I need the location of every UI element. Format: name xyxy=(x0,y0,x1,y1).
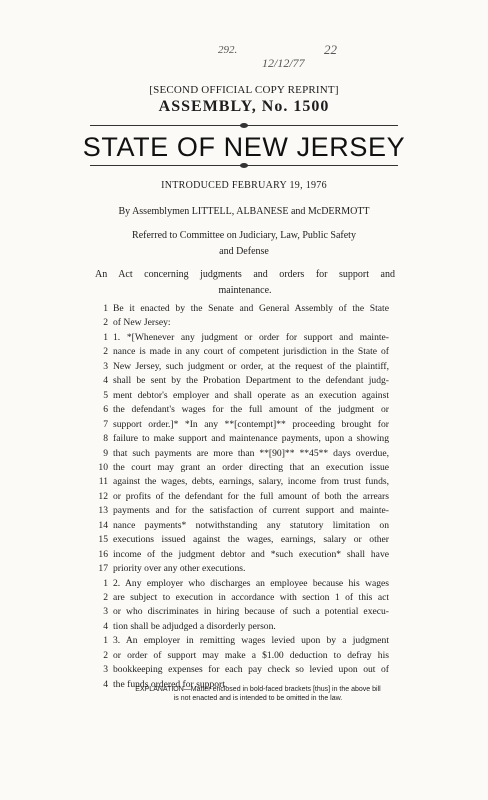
bill-line xyxy=(0,448,488,463)
bill-line xyxy=(0,491,488,506)
bill-line xyxy=(0,563,488,578)
bill-line xyxy=(0,317,488,332)
line-text: or order of support may make a $1.00 deduction to defray his xyxy=(113,649,389,661)
line-number: 3 xyxy=(103,360,108,372)
referral-line: Referred to Committee on Judiciary, Law, Public Safety xyxy=(132,230,356,241)
act-title-line: maintenance. xyxy=(218,285,272,296)
line-number: 4 xyxy=(103,375,108,387)
line-text: shall be sent by the Probation Department to the defendant judg- xyxy=(113,375,389,387)
line-text: or profits of the defendant for the full amount of both the arrears xyxy=(113,490,389,502)
bill-line xyxy=(0,578,488,593)
bill-line xyxy=(0,549,488,564)
line-text: the funds ordered for support. xyxy=(113,678,228,690)
act-title xyxy=(95,267,395,299)
line-number: 11 xyxy=(98,476,108,488)
line-text: income of the judgment debtor and *such execution* shall have xyxy=(113,548,389,560)
bill-line xyxy=(0,332,488,347)
line-number: 2 xyxy=(103,346,108,358)
line-number: 1 xyxy=(103,331,108,343)
line-text: or who discriminates in hiring because of such a potential execu- xyxy=(113,606,389,618)
line-text: 2. Any employer who discharges an employee because his wages xyxy=(113,577,389,589)
line-number: 1 xyxy=(103,577,108,589)
bill-line xyxy=(0,419,488,434)
bill-line xyxy=(0,664,488,679)
line-number: 12 xyxy=(98,490,108,502)
line-text: priority over any other executions. xyxy=(113,563,246,575)
line-number: 14 xyxy=(98,519,108,531)
bill-line xyxy=(0,462,488,477)
line-text: ment debtor's employer and shall operate as an execution against xyxy=(113,389,389,401)
reprint-label: [SECOND OFFICIAL COPY REPRINT] xyxy=(149,84,339,96)
bill-line xyxy=(0,346,488,361)
explanation-line: EXPLANATION—Matter enclosed in bold-faced brackets [thus] in the above bill xyxy=(135,686,381,693)
bill-line xyxy=(0,592,488,607)
line-number: 1 xyxy=(103,303,108,314)
line-number: 9 xyxy=(103,447,108,459)
line-text: nance payments* notwithstanding any statutory limitation on xyxy=(113,519,389,531)
divider-rule xyxy=(90,125,398,126)
line-text: nance is made in any court of competent jurisdiction in the State of xyxy=(113,346,389,358)
line-number: 4 xyxy=(103,620,108,632)
line-number: 10 xyxy=(98,461,108,473)
bill-line xyxy=(0,303,488,318)
bill-line xyxy=(0,534,488,549)
explanation-note xyxy=(112,685,404,703)
handwritten-page-number: 292. xyxy=(218,44,238,56)
line-text: support order.]* *In any **[contempt]** proceeding brought for xyxy=(113,418,389,430)
bill-line xyxy=(0,520,488,535)
line-text: payments and for the satisfaction of current support and mainte- xyxy=(113,505,389,517)
bill-line xyxy=(0,361,488,376)
bill-number: ASSEMBLY, No. 1500 xyxy=(158,98,330,115)
line-number: 1 xyxy=(103,635,108,647)
bill-line xyxy=(0,650,488,665)
referral xyxy=(0,228,488,260)
line-text: that such payments are more than **[90]** **45** days overdue, xyxy=(113,447,389,459)
line-number: 15 xyxy=(98,534,108,546)
line-number: 8 xyxy=(103,433,108,445)
handwritten-mark: 22 xyxy=(324,42,337,57)
bill-line xyxy=(0,433,488,448)
line-number: 6 xyxy=(103,404,108,416)
line-number: 17 xyxy=(98,563,108,575)
line-text: failure to make support and maintenance payments, upon a showing xyxy=(113,433,389,445)
line-number: 2 xyxy=(103,317,108,329)
bill-line xyxy=(0,476,488,491)
state-title: STATE OF NEW JERSEY xyxy=(82,132,406,162)
referral-line: and Defense xyxy=(219,246,269,257)
line-text: executions issued against the wages, earnings, salary or other xyxy=(113,534,389,546)
line-text: the defendant's wages for the full amount of the judgment or xyxy=(113,404,389,416)
line-text: bookkeeping expenses for each pay check so levied upon out of xyxy=(113,664,389,676)
sponsors: By Assemblymen LITTELL, ALBANESE and McDERMOTT xyxy=(118,206,370,217)
bill-line xyxy=(0,621,488,636)
line-text: against the wages, debts, earnings, salary, income from trust funds, xyxy=(113,476,389,488)
line-number: 13 xyxy=(98,505,108,517)
divider-rule xyxy=(90,165,398,166)
line-number: 4 xyxy=(103,678,108,690)
bill-line xyxy=(0,505,488,520)
line-number: 3 xyxy=(103,606,108,618)
bill-line xyxy=(0,375,488,390)
line-text: Be it enacted by the Senate and General Assembly of the State xyxy=(113,303,389,314)
line-number: 2 xyxy=(103,649,108,661)
line-number: 7 xyxy=(103,418,108,430)
handwritten-date: 12/12/77 xyxy=(262,56,305,70)
line-text: the court may grant an order directing that an execution issue xyxy=(113,461,389,473)
introduced-date: INTRODUCED FEBRUARY 19, 1976 xyxy=(161,180,327,191)
line-text: New Jersey, such judgment or order, at the request of the plaintiff, xyxy=(113,360,389,372)
line-number: 5 xyxy=(103,389,108,401)
bill-line xyxy=(0,635,488,650)
line-number: 16 xyxy=(98,548,108,560)
explanation-line: is not enacted and is intended to be omitted in the law. xyxy=(173,695,343,702)
act-title-line: An Act concerning judgments and orders for support and xyxy=(95,269,395,280)
line-text: 3. An employer in remitting wages levied upon by a judgment xyxy=(113,635,389,647)
line-text: are subject to execution in accordance with section 1 of this act xyxy=(113,592,389,603)
line-number: 3 xyxy=(103,664,108,676)
bill-line xyxy=(0,390,488,405)
line-text: of New Jersey: xyxy=(113,317,171,329)
bill-line xyxy=(0,404,488,419)
line-text: tion shall be adjudged a disorderly person. xyxy=(113,620,276,632)
bill-line xyxy=(0,606,488,621)
line-number: 2 xyxy=(103,592,108,603)
line-text: 1. *[Whenever any judgment or order for support and mainte- xyxy=(113,331,389,343)
